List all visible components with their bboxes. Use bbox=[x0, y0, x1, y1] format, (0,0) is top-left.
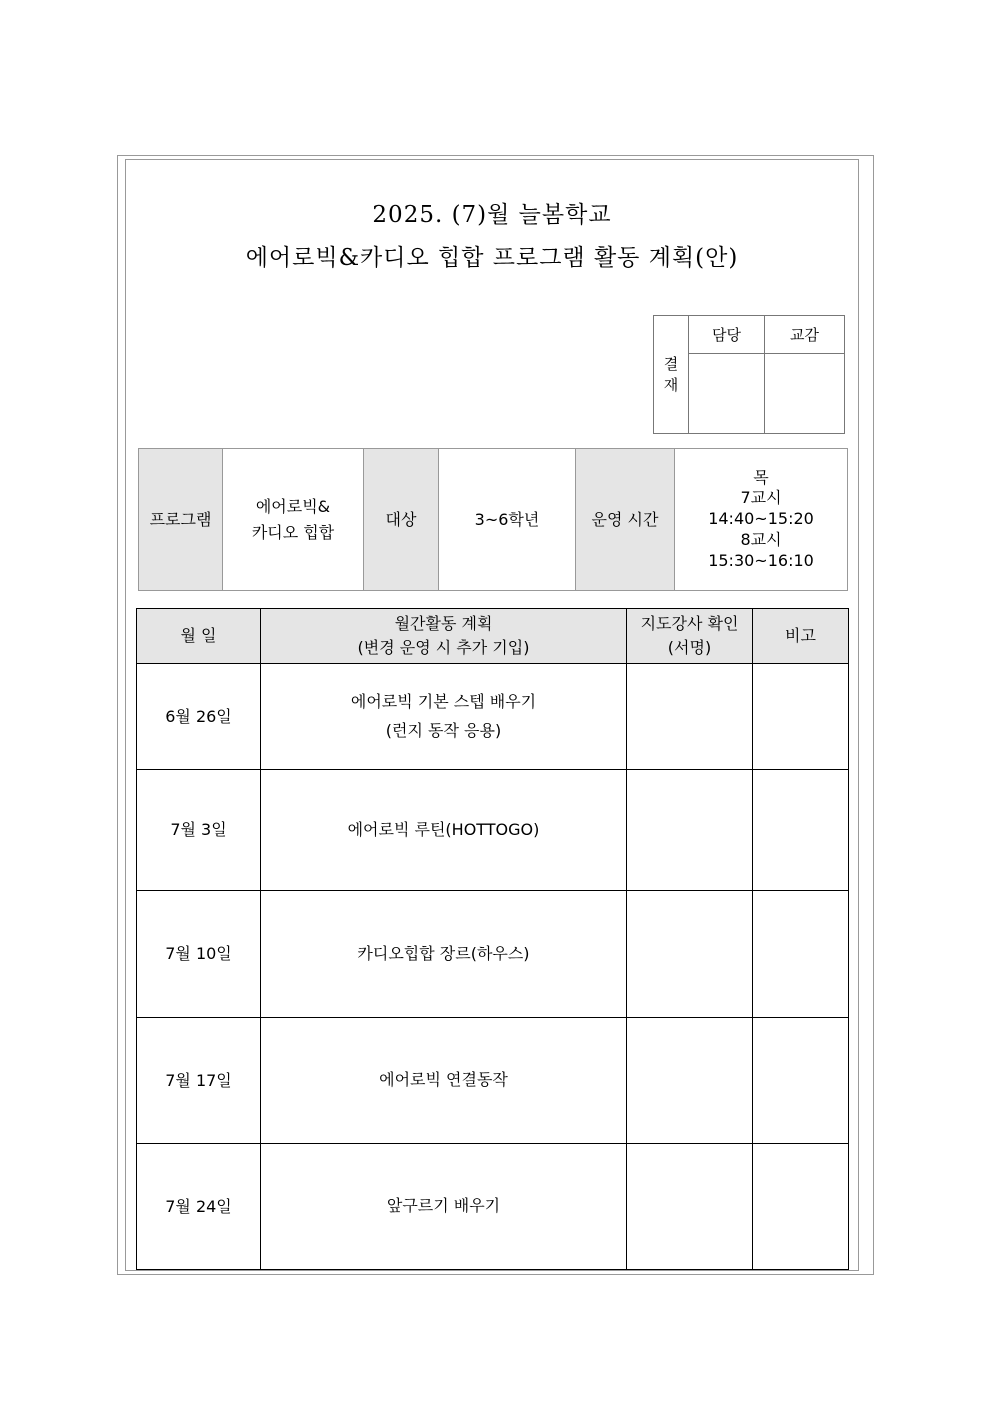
program-label: 프로그램 bbox=[139, 449, 223, 591]
approval-label bbox=[654, 316, 689, 434]
header-instructor-line2: (서명) bbox=[667, 638, 712, 657]
row-activity: 카디오힙합 장르(하우스) bbox=[261, 891, 627, 1018]
row-note[interactable] bbox=[753, 770, 849, 891]
row-note[interactable] bbox=[753, 664, 849, 770]
row-instructor-sign[interactable] bbox=[627, 770, 753, 891]
row-date: 7월 24일 bbox=[137, 1144, 261, 1270]
time-period-8-range: 15:30~16:10 bbox=[708, 550, 814, 570]
program-value bbox=[223, 449, 364, 591]
target-label: 대상 bbox=[364, 449, 439, 591]
header-date: 월 일 bbox=[137, 609, 261, 664]
row-date: 7월 3일 bbox=[137, 770, 261, 891]
approval-sign-vice-principal bbox=[765, 354, 845, 434]
row-instructor-sign[interactable] bbox=[627, 1018, 753, 1144]
approval-col-vice-principal: 교감 bbox=[765, 316, 845, 354]
table-row bbox=[137, 1144, 849, 1270]
row-activity bbox=[261, 664, 627, 770]
row-instructor-sign[interactable] bbox=[627, 1144, 753, 1270]
program-value-line1: 에어로빅& bbox=[255, 496, 331, 516]
row-date: 7월 17일 bbox=[137, 1018, 261, 1144]
document-title-line1: 2025. (7)월 늘봄학교 bbox=[372, 202, 612, 228]
approval-col-manager: 담당 bbox=[689, 316, 765, 354]
time-value bbox=[675, 449, 848, 591]
row-activity: 에어로빅 연결동작 bbox=[261, 1018, 627, 1144]
row-note[interactable] bbox=[753, 891, 849, 1018]
time-period-7-range: 14:40~15:20 bbox=[708, 509, 814, 529]
approval-sign-manager bbox=[689, 354, 765, 434]
row-instructor-sign[interactable] bbox=[627, 664, 753, 770]
program-info-table bbox=[138, 448, 848, 591]
header-activity bbox=[261, 609, 627, 664]
row-date: 7월 10일 bbox=[137, 891, 261, 1018]
approval-label-top: 결 bbox=[663, 355, 679, 374]
header-activity-line2: (변경 운영 시 추가 기입) bbox=[357, 638, 530, 657]
header-instructor bbox=[627, 609, 753, 664]
time-label: 운영 시간 bbox=[576, 449, 675, 591]
row-activity: 앞구르기 배우기 bbox=[261, 1144, 627, 1270]
row-date: 6월 26일 bbox=[137, 664, 261, 770]
document-title-line2: 에어로빅&카디오 힙합 프로그램 활동 계획(안) bbox=[245, 245, 739, 271]
table-row bbox=[137, 770, 849, 891]
header-activity-line1: 월간활동 계획 bbox=[394, 614, 493, 633]
target-value: 3~6학년 bbox=[439, 449, 576, 591]
table-row bbox=[137, 664, 849, 770]
program-value-line2: 카디오 힙합 bbox=[251, 522, 335, 542]
time-period-8: 8교시 bbox=[740, 529, 782, 549]
plan-header-row bbox=[137, 609, 849, 664]
table-row bbox=[137, 1018, 849, 1144]
time-period-7: 7교시 bbox=[740, 488, 782, 508]
row-activity: 에어로빅 루틴(HOTTOGO) bbox=[261, 770, 627, 891]
row-instructor-sign[interactable] bbox=[627, 891, 753, 1018]
monthly-plan-table bbox=[136, 608, 849, 1270]
row-note[interactable] bbox=[753, 1018, 849, 1144]
approval-box bbox=[653, 315, 845, 434]
row-activity-line1: 에어로빅 기본 스텝 배우기 bbox=[350, 691, 537, 711]
time-day: 목 bbox=[753, 467, 769, 487]
row-activity-line2: (런지 동작 응용) bbox=[385, 720, 502, 740]
row-note[interactable] bbox=[753, 1144, 849, 1270]
approval-label-bottom: 재 bbox=[663, 375, 679, 394]
header-instructor-line1: 지도강사 확인 bbox=[640, 614, 739, 633]
table-row bbox=[137, 891, 849, 1018]
header-note: 비고 bbox=[753, 609, 849, 664]
